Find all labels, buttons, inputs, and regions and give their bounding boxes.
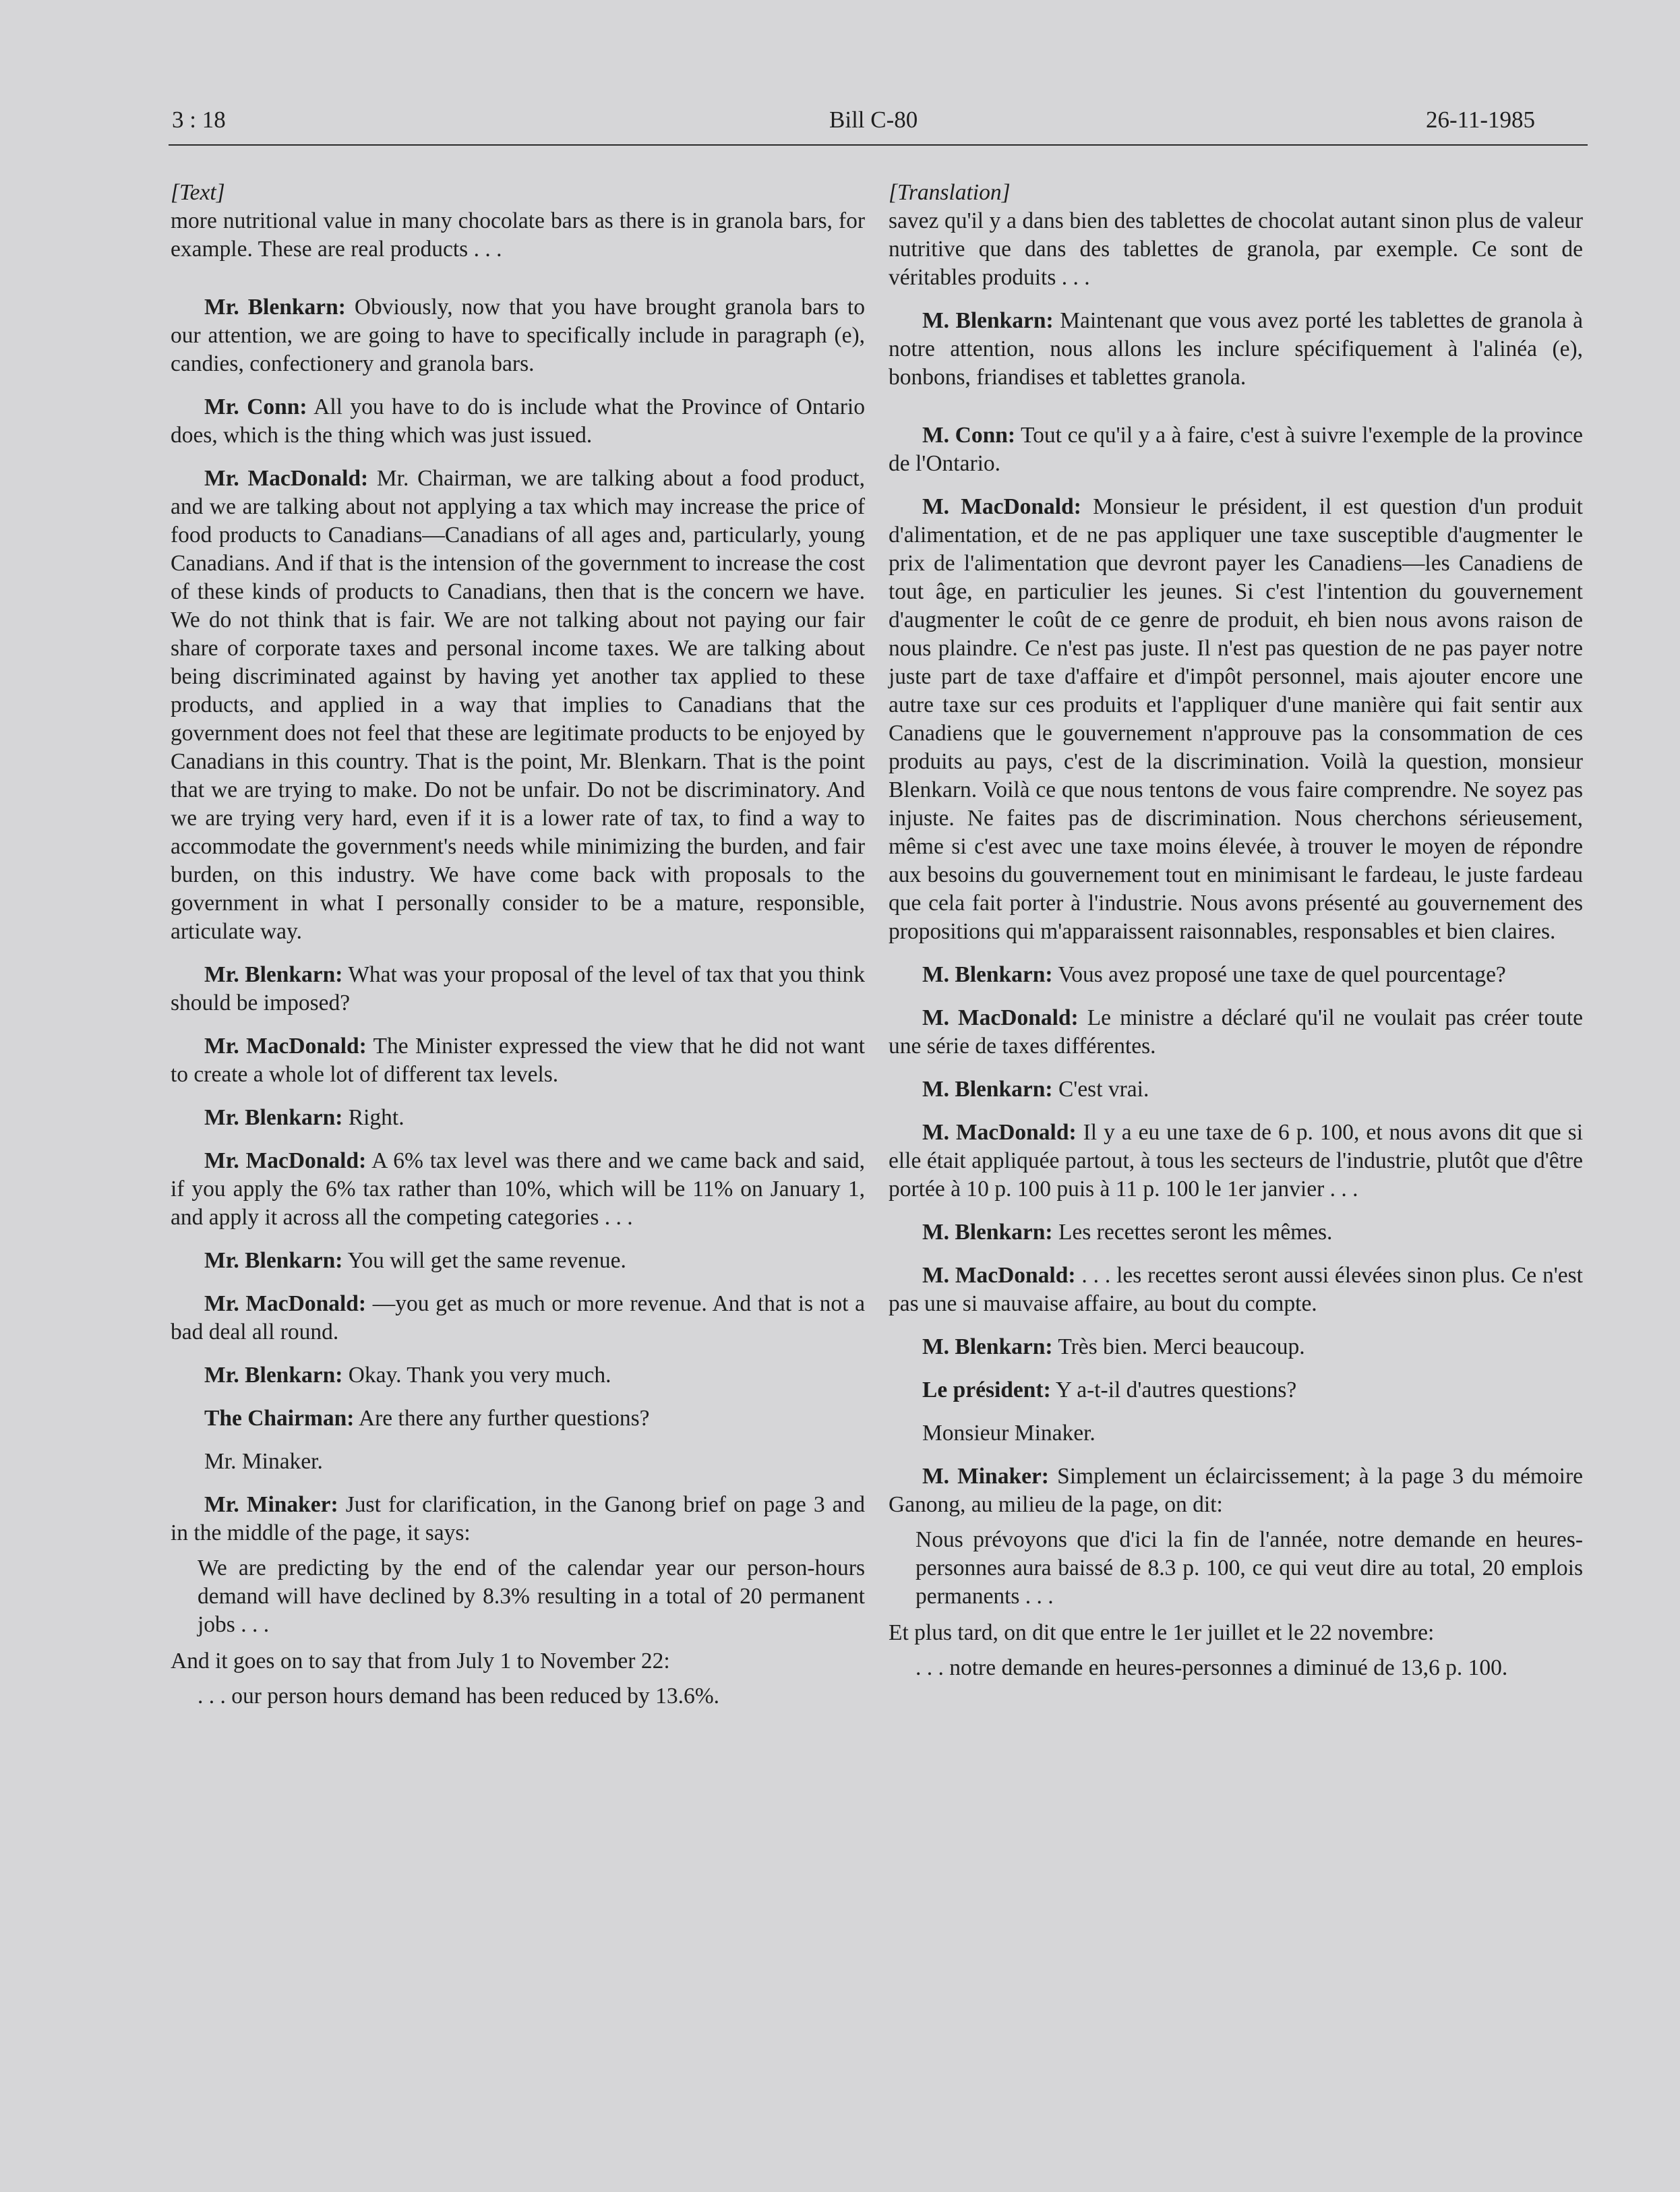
block-quote: We are predicting by the end of the calendar year our person-hours demand will have declined by 8.3% resulting in a total of 20 permanent jobs . . . [198, 1556, 865, 1637]
paragraph-text: C'est vrai. [1052, 1077, 1149, 1102]
speaker: M. MacDonald: [922, 1263, 1076, 1288]
paragraph [889, 421, 1583, 478]
english-column [171, 179, 865, 1719]
header-rule [169, 144, 1588, 146]
speaker: Mr. MacDonald: [204, 1291, 367, 1316]
speaker: M. Minaker: [922, 1464, 1049, 1489]
block-quote: . . . notre demande en heures-personnes a diminué de 13,6 p. 100. [916, 1655, 1508, 1680]
speaker: Mr. Blenkarn: [204, 1363, 343, 1388]
paragraph [171, 393, 865, 450]
speaker: M. MacDonald: [922, 1005, 1079, 1030]
paragraph [171, 1290, 865, 1346]
block-quote: Nous prévoyons que d'ici la fin de l'année, notre demande en heures-personnes aura baissé de 8.3 p. 100, ce qui veut dire au total, 20 emplois permanents . . . [916, 1527, 1583, 1609]
paragraph [889, 961, 1583, 989]
paragraph-text: Y a-t-il d'autres questions? [1050, 1378, 1297, 1402]
speaker: Mr. Blenkarn: [204, 295, 346, 320]
paragraph-text: Vous avez proposé une taxe de quel pourcentage? [1052, 962, 1506, 987]
page-number: 3 : 18 [172, 107, 226, 133]
paragraph-text: Okay. Thank you very much. [342, 1363, 611, 1388]
header-date: 26-11-1985 [1426, 107, 1536, 133]
speaker: M. Blenkarn: [922, 308, 1054, 333]
paragraph-text: What was your proposal of the level of tax that you think should be imposed? [171, 962, 865, 1015]
paragraph [171, 1404, 865, 1433]
speaker: M. Blenkarn: [922, 962, 1053, 987]
paragraph-text: Monsieur Minaker. [922, 1421, 1096, 1446]
paragraph [171, 1147, 865, 1232]
speaker: M. Conn: [922, 423, 1015, 448]
paragraph [889, 1419, 1583, 1448]
paragraph [171, 1104, 865, 1132]
block-quote: . . . our person hours demand has been reduced by 13.6%. [198, 1684, 720, 1709]
paragraph-text: Obviously, now that you have brought granola bars to our attention, we are going to have to specifically include in paragraph (e), candies, confectionery and granola bars. [171, 295, 865, 376]
paragraph-text: —you get as much or more revenue. And that is not a bad deal all round. [171, 1291, 865, 1344]
paragraph [889, 493, 1583, 946]
paragraph-text: Tout ce qu'il y a à faire, c'est à suivre l'exemple de la province de l'Ontario. [889, 423, 1583, 476]
paragraph: Et plus tard, on dit que entre le 1er juillet et le 22 novembre: [889, 1620, 1435, 1645]
paragraph: And it goes on to say that from July 1 to November 22: [171, 1649, 670, 1673]
paragraph [889, 307, 1583, 392]
paragraph-text: Les recettes seront les mêmes. [1052, 1220, 1333, 1245]
paragraph-text: You will get the same revenue. [342, 1248, 626, 1273]
paragraph-text: Monsieur le président, il est question d'un produit d'alimentation, et de ne pas appliquer une taxe susceptible d'augmenter le prix de l'alimentation que devront payer les Canadiens—les Canadiens de tout âge, en particulier les jeunes. Si c'est l'intention du gouvernement d'augmenter le coût de ce genre de produit, eh bien nous avons raison de nous plaindre. Ce n'est pas juste. Il n'est pas question de ne pas payer notre juste part de taxe d'affaire et d'impôt personnel, mais ajouter encore une autre taxe sur ces produits et l'appliquer d'une manière qui fait sentir aux Canadiens que le gouvernement n'approuve pas la consommation de ces produits au pays, c'est de la discrimination. Voilà la question, monsieur Blenkarn. Voilà ce que nous tentons de vous faire comprendre. Ne soyez pas injuste. Ne faites pas de discrimination. Nous cherchons sérieusement, même si c'est avec une taxe moins élevée, à trouver le moyen de répondre aux besoins du gouvernement tout en minimisant le fardeau, le juste fardeau que cela fait porter à l'industrie. Nous avons présenté au gouvernement des propositions qui m'apparaissent raisonnables, responsables et bien claires. [889, 494, 1583, 944]
paragraph-text: Le ministre a déclaré qu'il ne voulait pas créer toute une série de taxes différentes. [889, 1005, 1583, 1059]
paragraph-text: Maintenant que vous avez porté les tablettes de granola à notre attention, nous allons les inclure spécifiquement à l'alinéa (e), bonbons, friandises et tablettes granola. [889, 308, 1584, 390]
paragraph [889, 1462, 1583, 1519]
paragraph [171, 961, 865, 1017]
paragraph [889, 1218, 1583, 1247]
french-column [889, 179, 1583, 1690]
paragraph-text: Right. [342, 1105, 404, 1130]
speaker: Mr. Blenkarn: [204, 1248, 343, 1273]
speaker: M. Blenkarn: [922, 1220, 1053, 1245]
paragraph [171, 1032, 865, 1089]
speaker: The Chairman: [204, 1406, 355, 1431]
paragraph [171, 465, 865, 946]
paragraph-text: Simplement un éclaircissement; à la page 3 du mémoire Ganong, au milieu de la page, on dit: [889, 1464, 1583, 1517]
bill-title: Bill C-80 [829, 107, 918, 133]
speaker: M. MacDonald: [922, 494, 1081, 519]
paragraph-text: A 6% tax level was there and we came back and said, if you apply the 6% tax rather than 10%, which will be 11% on January 1, and apply it across all the competing categories . . . [171, 1148, 865, 1230]
paragraph-text: . . . les recettes seront aussi élevées sinon plus. Ce n'est pas une si mauvaise affaire, au bout du compte. [889, 1263, 1583, 1316]
paragraph [889, 1262, 1583, 1318]
paragraph-text: The Minister expressed the view that he did not want to create a whole lot of different tax levels. [171, 1034, 865, 1087]
paragraph-text: Il y a eu une taxe de 6 p. 100, et nous avons dit que si elle était appliquée partout, à tous les secteurs de l'industrie, plutôt que d'être portée à 10 p. 100 puis à 11 p. 100 le 1er janvier . . . [889, 1120, 1583, 1202]
paragraph-text: Très bien. Merci beaucoup. [1052, 1334, 1305, 1359]
column-label: [Translation] [889, 180, 1011, 205]
column-label: [Text] [171, 180, 225, 205]
paragraph [171, 1448, 865, 1476]
paragraph [889, 1376, 1583, 1404]
speaker: Mr. Conn: [204, 394, 307, 419]
paragraph [171, 1361, 865, 1390]
paragraph [889, 207, 1583, 292]
paragraph [171, 293, 865, 378]
paragraph [889, 1333, 1583, 1361]
speaker: M. Blenkarn: [922, 1077, 1053, 1102]
speaker: Mr. Minaker: [204, 1492, 338, 1517]
paragraph-text: Just for clarification, in the Ganong brief on page 3 and in the middle of the page, it says: [171, 1492, 866, 1545]
paragraph-text: All you have to do is include what the Province of Ontario does, which is the thing which was just issued. [171, 394, 865, 448]
paragraph [171, 1491, 865, 1547]
speaker: Le président: [922, 1378, 1051, 1402]
speaker: Mr. MacDonald: [204, 466, 369, 491]
paragraph-text: more nutritional value in many chocolate bars as there is in granola bars, for example. These are real products . . . [171, 208, 865, 262]
paragraph [889, 1075, 1583, 1104]
speaker: Mr. MacDonald: [204, 1034, 367, 1059]
paragraph [889, 1119, 1583, 1204]
paragraph [171, 1247, 865, 1275]
speaker: Mr. MacDonald: [204, 1148, 367, 1173]
paragraph-text: Mr. Chairman, we are talking about a food product, and we are talking about not applying a tax which may increase the price of food products to Canadians—Canadians of all ages and, particularly, young Canadians. And if that is the intension of the government to increase the cost of these kinds of products to Canadians, then that is the concern we have. We do not think that is fair. We are not talking about not paying our fair share of corporate taxes and personal income taxes. We are talking about being discriminated against by having yet another tax applied to these products, and applied in a way that implies to Canadians that the government does not feel that these are legitimate products to be enjoyed by Canadians in this country. That is the point, Mr. Blenkarn. That is the point that we are trying to make. Do not be unfair. Do not be discriminatory. And we are trying very hard, even if it is a lower rate of tax, to find a way to accommodate the government's needs while minimizing the burden, and fair burden, on this industry. We have come back with proposals to the government in what I personally consider to be a mature, responsible, articulate way. [171, 466, 865, 944]
paragraph-text: Are there any further questions? [354, 1406, 650, 1431]
speaker: Mr. Blenkarn: [204, 1105, 343, 1130]
speaker: Mr. Blenkarn: [204, 962, 343, 987]
paragraph-text: Mr. Minaker. [204, 1449, 323, 1474]
speaker: M. Blenkarn: [922, 1334, 1053, 1359]
paragraph [889, 1004, 1583, 1061]
speaker: M. MacDonald: [922, 1120, 1077, 1145]
paragraph [171, 207, 865, 264]
paragraph-text: savez qu'il y a dans bien des tablettes de chocolat autant sinon plus de valeur nutritive que dans des tablettes de granola, par exemple. Ce sont de véritables produits . . . [889, 208, 1583, 290]
